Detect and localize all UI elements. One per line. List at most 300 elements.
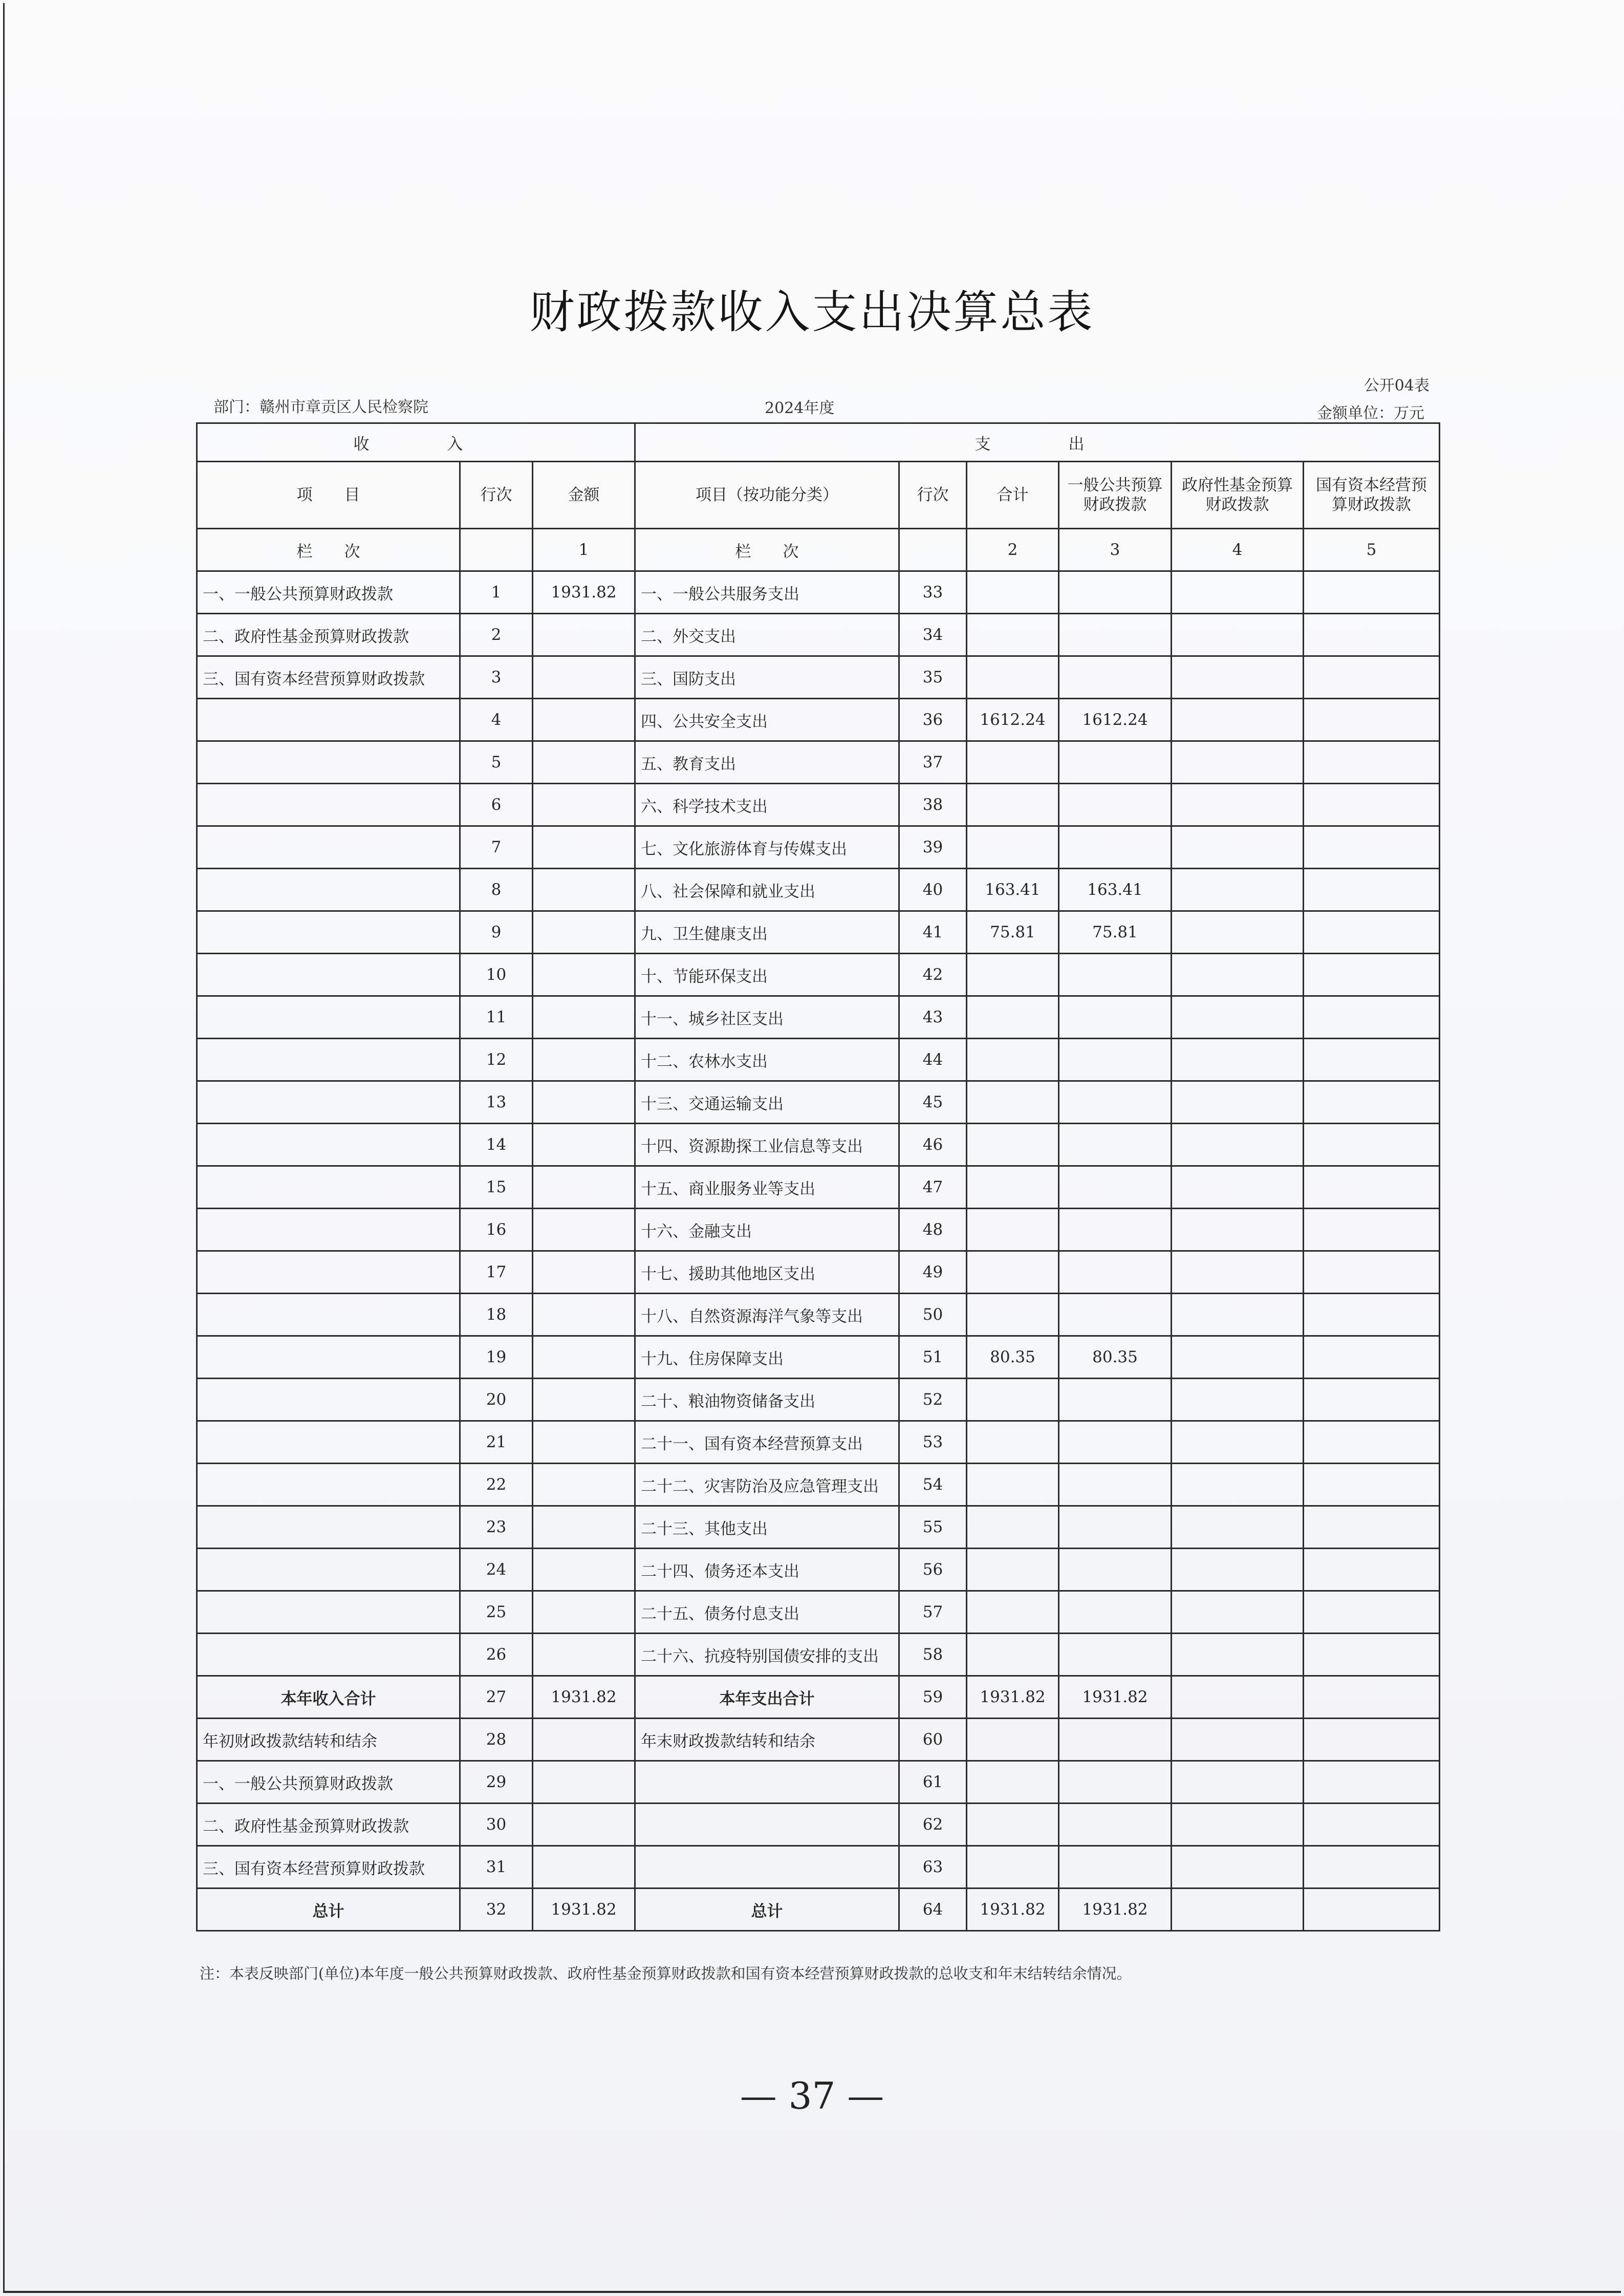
income-row-no: 5 — [460, 741, 533, 784]
income-item — [197, 911, 460, 954]
income-amount: 1931.82 — [533, 1889, 635, 1931]
expense-total — [967, 784, 1059, 826]
col-func-item: 项目（按功能分类） — [635, 462, 899, 529]
expense-gov-fund — [1172, 1761, 1304, 1804]
expense-item — [635, 1846, 899, 1889]
expense-item: 二十四、债务还本支出 — [635, 1549, 899, 1591]
expense-row-no: 43 — [899, 996, 967, 1039]
col-item: 项 目 — [197, 462, 460, 529]
expense-gov-fund — [1172, 1464, 1304, 1506]
expense-general-budget — [1059, 1719, 1172, 1761]
income-row-no: 10 — [460, 954, 533, 996]
income-item — [197, 1464, 460, 1506]
expense-general-budget — [1059, 1251, 1172, 1294]
expense-general-budget — [1059, 1124, 1172, 1166]
income-header: 收 入 — [197, 423, 635, 462]
col-row-no-expense: 行次 — [899, 462, 967, 529]
expense-general-budget — [1059, 1081, 1172, 1124]
expense-total — [967, 1294, 1059, 1336]
income-item — [197, 1251, 460, 1294]
lane-4: 4 — [1172, 529, 1304, 571]
income-amount — [533, 996, 635, 1039]
expense-gov-fund — [1172, 1804, 1304, 1846]
lane-empty-expense — [899, 529, 967, 571]
expense-item — [635, 1761, 899, 1804]
income-row-no: 19 — [460, 1336, 533, 1379]
expense-row-no: 62 — [899, 1804, 967, 1846]
expense-general-budget — [1059, 1294, 1172, 1336]
income-row-no: 16 — [460, 1209, 533, 1251]
expense-row-no: 35 — [899, 656, 967, 699]
income-item — [197, 996, 460, 1039]
expense-total — [967, 954, 1059, 996]
expense-state-capital — [1304, 1039, 1440, 1081]
income-amount — [533, 1081, 635, 1124]
expense-row-no: 39 — [899, 826, 967, 869]
expense-item: 二十六、抗疫特别国债安排的支出 — [635, 1634, 899, 1676]
table-row — [197, 1846, 1440, 1889]
table-row — [197, 1761, 1440, 1804]
expense-row-no: 37 — [899, 741, 967, 784]
expense-row-no: 55 — [899, 1506, 967, 1549]
income-amount — [533, 1124, 635, 1166]
expense-row-no: 42 — [899, 954, 967, 996]
expense-state-capital — [1304, 1336, 1440, 1379]
expense-item: 本年支出合计 — [635, 1676, 899, 1719]
expense-item — [635, 1804, 899, 1846]
income-amount — [533, 1591, 635, 1634]
expense-general-budget — [1059, 1039, 1172, 1081]
header-row-lanes — [197, 529, 1440, 571]
income-item: 三、国有资本经营预算财政拨款 — [197, 656, 460, 699]
expense-item: 十五、商业服务业等支出 — [635, 1166, 899, 1209]
income-amount — [533, 826, 635, 869]
expense-total — [967, 1124, 1059, 1166]
expense-general-budget — [1059, 784, 1172, 826]
table-row — [197, 1464, 1440, 1506]
table-row — [197, 911, 1440, 954]
expense-item: 十二、农林水支出 — [635, 1039, 899, 1081]
income-item — [197, 869, 460, 911]
expense-row-no: 61 — [899, 1761, 967, 1804]
table-row — [197, 996, 1440, 1039]
lane-5: 5 — [1304, 529, 1440, 571]
table-row — [197, 699, 1440, 741]
expense-state-capital — [1304, 741, 1440, 784]
expense-total — [967, 996, 1059, 1039]
expense-item: 十、节能环保支出 — [635, 954, 899, 996]
expense-state-capital — [1304, 1209, 1440, 1251]
expense-general-budget — [1059, 1591, 1172, 1634]
expense-state-capital — [1304, 1719, 1440, 1761]
income-item: 二、政府性基金预算财政拨款 — [197, 614, 460, 656]
income-item: 本年收入合计 — [197, 1676, 460, 1719]
income-row-no: 26 — [460, 1634, 533, 1676]
income-amount — [533, 1804, 635, 1846]
income-item — [197, 826, 460, 869]
expense-item: 四、公共安全支出 — [635, 699, 899, 741]
expense-general-budget: 80.35 — [1059, 1336, 1172, 1379]
lane-empty — [460, 529, 533, 571]
table-row — [197, 1166, 1440, 1209]
table-row — [197, 1889, 1440, 1931]
expense-total — [967, 571, 1059, 614]
income-item: 总计 — [197, 1889, 460, 1931]
expense-general-budget — [1059, 1209, 1172, 1251]
expense-gov-fund — [1172, 911, 1304, 954]
expense-gov-fund — [1172, 996, 1304, 1039]
expense-general-budget — [1059, 1846, 1172, 1889]
expense-state-capital — [1304, 571, 1440, 614]
expense-general-budget — [1059, 1464, 1172, 1506]
expense-state-capital — [1304, 1124, 1440, 1166]
expense-state-capital — [1304, 1846, 1440, 1889]
expense-gov-fund — [1172, 699, 1304, 741]
expense-gov-fund — [1172, 1889, 1304, 1931]
income-row-no: 32 — [460, 1889, 533, 1931]
table-row — [197, 1294, 1440, 1336]
income-amount — [533, 741, 635, 784]
expense-state-capital — [1304, 1676, 1440, 1719]
expense-total — [967, 1464, 1059, 1506]
expense-item: 三、国防支出 — [635, 656, 899, 699]
year-label: 2024年度 — [765, 399, 835, 417]
table-row — [197, 1209, 1440, 1251]
income-row-no: 2 — [460, 614, 533, 656]
income-amount — [533, 869, 635, 911]
income-item — [197, 784, 460, 826]
expense-row-no: 47 — [899, 1166, 967, 1209]
expense-item: 二十一、国有资本经营预算支出 — [635, 1421, 899, 1464]
col-state-capital: 国有资本经营预算财政拨款 — [1304, 462, 1440, 529]
expense-general-budget — [1059, 614, 1172, 656]
income-row-no: 13 — [460, 1081, 533, 1124]
table-row — [197, 1124, 1440, 1166]
income-row-no: 22 — [460, 1464, 533, 1506]
expense-item: 十七、援助其他地区支出 — [635, 1251, 899, 1294]
income-amount — [533, 1464, 635, 1506]
expense-state-capital — [1304, 1591, 1440, 1634]
expense-state-capital — [1304, 826, 1440, 869]
expense-general-budget — [1059, 996, 1172, 1039]
expense-state-capital — [1304, 1421, 1440, 1464]
expense-state-capital — [1304, 954, 1440, 996]
expense-general-budget: 1612.24 — [1059, 699, 1172, 741]
lane-1: 1 — [533, 529, 635, 571]
income-amount — [533, 1506, 635, 1549]
income-item — [197, 954, 460, 996]
table-row — [197, 741, 1440, 784]
expense-general-budget — [1059, 656, 1172, 699]
expense-gov-fund — [1172, 1549, 1304, 1591]
expense-state-capital — [1304, 1166, 1440, 1209]
income-amount — [533, 699, 635, 741]
income-item: 三、国有资本经营预算财政拨款 — [197, 1846, 460, 1889]
expense-row-no: 50 — [899, 1294, 967, 1336]
expense-gov-fund — [1172, 826, 1304, 869]
expense-state-capital — [1304, 1464, 1440, 1506]
expense-gov-fund — [1172, 784, 1304, 826]
expense-row-no: 60 — [899, 1719, 967, 1761]
expense-state-capital — [1304, 1889, 1440, 1931]
table-row — [197, 1591, 1440, 1634]
table-row — [197, 1634, 1440, 1676]
expense-total — [967, 1251, 1059, 1294]
footnote: 注：本表反映部门(单位)本年度一般公共预算财政拨款、政府性基金预算财政拨款和国有资本经营预算财政拨款的总收支和年末结转结余情况。 — [200, 1965, 1132, 1982]
expense-row-no: 64 — [899, 1889, 967, 1931]
expense-total — [967, 1081, 1059, 1124]
expense-row-no: 48 — [899, 1209, 967, 1251]
income-amount — [533, 1846, 635, 1889]
expense-gov-fund — [1172, 614, 1304, 656]
lane-label-expense: 栏 次 — [635, 529, 899, 571]
expense-gov-fund — [1172, 1166, 1304, 1209]
expense-total: 75.81 — [967, 911, 1059, 954]
expense-item: 八、社会保障和就业支出 — [635, 869, 899, 911]
expense-row-no: 53 — [899, 1421, 967, 1464]
expense-row-no: 33 — [899, 571, 967, 614]
income-row-no: 9 — [460, 911, 533, 954]
table-row — [197, 1421, 1440, 1464]
income-item — [197, 1379, 460, 1421]
expense-total — [967, 1379, 1059, 1421]
income-row-no: 12 — [460, 1039, 533, 1081]
expense-row-no: 58 — [899, 1634, 967, 1676]
expense-item: 二、外交支出 — [635, 614, 899, 656]
income-amount — [533, 1761, 635, 1804]
expense-row-no: 34 — [899, 614, 967, 656]
expense-gov-fund — [1172, 1719, 1304, 1761]
expense-general-budget — [1059, 1549, 1172, 1591]
expense-state-capital — [1304, 1549, 1440, 1591]
expense-gov-fund — [1172, 656, 1304, 699]
expense-general-budget: 163.41 — [1059, 869, 1172, 911]
expense-item: 年末财政拨款结转和结余 — [635, 1719, 899, 1761]
department-label: 部门：赣州市章贡区人民检察院 — [213, 398, 428, 416]
expense-general-budget — [1059, 1421, 1172, 1464]
income-row-no: 21 — [460, 1421, 533, 1464]
table-row — [197, 784, 1440, 826]
expense-state-capital — [1304, 996, 1440, 1039]
income-amount — [533, 1294, 635, 1336]
expense-total: 163.41 — [967, 869, 1059, 911]
expense-row-no: 41 — [899, 911, 967, 954]
income-item — [197, 1634, 460, 1676]
expense-total — [967, 1634, 1059, 1676]
table-row — [197, 826, 1440, 869]
table-row — [197, 954, 1440, 996]
income-item — [197, 741, 460, 784]
expense-general-budget — [1059, 1761, 1172, 1804]
expense-item: 二十三、其他支出 — [635, 1506, 899, 1549]
table-row — [197, 656, 1440, 699]
col-row-no: 行次 — [460, 462, 533, 529]
expense-row-no: 52 — [899, 1379, 967, 1421]
expense-general-budget: 1931.82 — [1059, 1889, 1172, 1931]
expense-total — [967, 1039, 1059, 1081]
income-row-no: 14 — [460, 1124, 533, 1166]
table-row — [197, 1336, 1440, 1379]
income-item: 一、一般公共预算财政拨款 — [197, 571, 460, 614]
unit-label: 金额单位：万元 — [1317, 404, 1424, 422]
expense-state-capital — [1304, 614, 1440, 656]
income-row-no: 15 — [460, 1166, 533, 1209]
table-row — [197, 1081, 1440, 1124]
header-row-columns — [197, 462, 1440, 529]
expense-row-no: 54 — [899, 1464, 967, 1506]
expense-state-capital — [1304, 1251, 1440, 1294]
expense-general-budget — [1059, 954, 1172, 996]
income-item — [197, 1549, 460, 1591]
table-row — [197, 614, 1440, 656]
income-amount — [533, 1039, 635, 1081]
expense-state-capital — [1304, 656, 1440, 699]
expense-gov-fund — [1172, 741, 1304, 784]
expense-gov-fund — [1172, 1039, 1304, 1081]
table-row — [197, 1251, 1440, 1294]
expense-total — [967, 1506, 1059, 1549]
income-amount: 1931.82 — [533, 1676, 635, 1719]
income-amount: 1931.82 — [533, 571, 635, 614]
income-row-no: 29 — [460, 1761, 533, 1804]
expense-gov-fund — [1172, 1294, 1304, 1336]
budget-table — [196, 422, 1440, 1932]
expense-total — [967, 1846, 1059, 1889]
expense-item: 十九、住房保障支出 — [635, 1336, 899, 1379]
expense-row-no: 49 — [899, 1251, 967, 1294]
income-row-no: 17 — [460, 1251, 533, 1294]
expense-total — [967, 614, 1059, 656]
expense-gov-fund — [1172, 869, 1304, 911]
expense-state-capital — [1304, 1294, 1440, 1336]
expense-row-no: 40 — [899, 869, 967, 911]
expense-item: 总计 — [635, 1889, 899, 1931]
expense-general-budget: 75.81 — [1059, 911, 1172, 954]
expense-general-budget: 1931.82 — [1059, 1676, 1172, 1719]
expense-gov-fund — [1172, 1591, 1304, 1634]
expense-general-budget — [1059, 1634, 1172, 1676]
income-amount — [533, 1209, 635, 1251]
expense-total — [967, 826, 1059, 869]
expense-general-budget — [1059, 1506, 1172, 1549]
income-row-no: 23 — [460, 1506, 533, 1549]
expense-row-no: 57 — [899, 1591, 967, 1634]
income-amount — [533, 1719, 635, 1761]
income-amount — [533, 1336, 635, 1379]
expense-row-no: 56 — [899, 1549, 967, 1591]
income-item — [197, 1336, 460, 1379]
income-amount — [533, 1379, 635, 1421]
expense-item: 十三、交通运输支出 — [635, 1081, 899, 1124]
expense-general-budget — [1059, 1166, 1172, 1209]
income-item — [197, 1506, 460, 1549]
expense-total: 1612.24 — [967, 699, 1059, 741]
expense-gov-fund — [1172, 954, 1304, 996]
expense-general-budget — [1059, 1379, 1172, 1421]
page-number: — 37 — — [740, 2074, 884, 2117]
income-row-no: 7 — [460, 826, 533, 869]
income-amount — [533, 911, 635, 954]
income-item — [197, 1081, 460, 1124]
income-row-no: 6 — [460, 784, 533, 826]
expense-total — [967, 1549, 1059, 1591]
income-row-no: 25 — [460, 1591, 533, 1634]
expense-total — [967, 1804, 1059, 1846]
income-amount — [533, 1421, 635, 1464]
header-row-sections — [197, 423, 1440, 462]
expense-gov-fund — [1172, 1336, 1304, 1379]
form-number: 公开04表 — [1363, 377, 1430, 395]
income-amount — [533, 1634, 635, 1676]
expense-gov-fund — [1172, 1379, 1304, 1421]
income-item — [197, 1209, 460, 1251]
expense-total — [967, 1591, 1059, 1634]
expense-state-capital — [1304, 1081, 1440, 1124]
expense-gov-fund — [1172, 1124, 1304, 1166]
expense-item: 十四、资源勘探工业信息等支出 — [635, 1124, 899, 1166]
income-item — [197, 1166, 460, 1209]
expense-total: 80.35 — [967, 1336, 1059, 1379]
col-gov-fund: 政府性基金预算财政拨款 — [1172, 462, 1304, 529]
expense-gov-fund — [1172, 1634, 1304, 1676]
income-amount — [533, 1166, 635, 1209]
expense-total — [967, 656, 1059, 699]
income-row-no: 1 — [460, 571, 533, 614]
expense-total — [967, 1166, 1059, 1209]
lane-2: 2 — [967, 529, 1059, 571]
income-row-no: 18 — [460, 1294, 533, 1336]
table-row — [197, 1379, 1440, 1421]
income-row-no: 30 — [460, 1804, 533, 1846]
expense-state-capital — [1304, 784, 1440, 826]
expense-row-no: 63 — [899, 1846, 967, 1889]
expense-item: 六、科学技术支出 — [635, 784, 899, 826]
expense-state-capital — [1304, 869, 1440, 911]
expense-header: 支 出 — [635, 423, 1440, 462]
col-total: 合计 — [967, 462, 1059, 529]
income-row-no: 28 — [460, 1719, 533, 1761]
expense-row-no: 59 — [899, 1676, 967, 1719]
expense-total — [967, 1421, 1059, 1464]
expense-gov-fund — [1172, 1081, 1304, 1124]
lane-label-income: 栏 次 — [197, 529, 460, 571]
income-item — [197, 699, 460, 741]
expense-gov-fund — [1172, 1421, 1304, 1464]
income-amount — [533, 1251, 635, 1294]
expense-gov-fund — [1172, 1251, 1304, 1294]
expense-item: 七、文化旅游体育与传媒支出 — [635, 826, 899, 869]
income-amount — [533, 954, 635, 996]
income-item: 一、一般公共预算财政拨款 — [197, 1761, 460, 1804]
table-row — [197, 1506, 1440, 1549]
table-row — [197, 571, 1440, 614]
expense-total: 1931.82 — [967, 1676, 1059, 1719]
expense-gov-fund — [1172, 1209, 1304, 1251]
expense-item: 一、一般公共服务支出 — [635, 571, 899, 614]
expense-gov-fund — [1172, 571, 1304, 614]
expense-item: 五、教育支出 — [635, 741, 899, 784]
expense-state-capital — [1304, 911, 1440, 954]
expense-gov-fund — [1172, 1676, 1304, 1719]
expense-general-budget — [1059, 826, 1172, 869]
expense-total — [967, 741, 1059, 784]
expense-state-capital — [1304, 1379, 1440, 1421]
income-amount — [533, 614, 635, 656]
table-row — [197, 1039, 1440, 1081]
table-row — [197, 1804, 1440, 1846]
expense-item: 十八、自然资源海洋气象等支出 — [635, 1294, 899, 1336]
expense-total — [967, 1719, 1059, 1761]
